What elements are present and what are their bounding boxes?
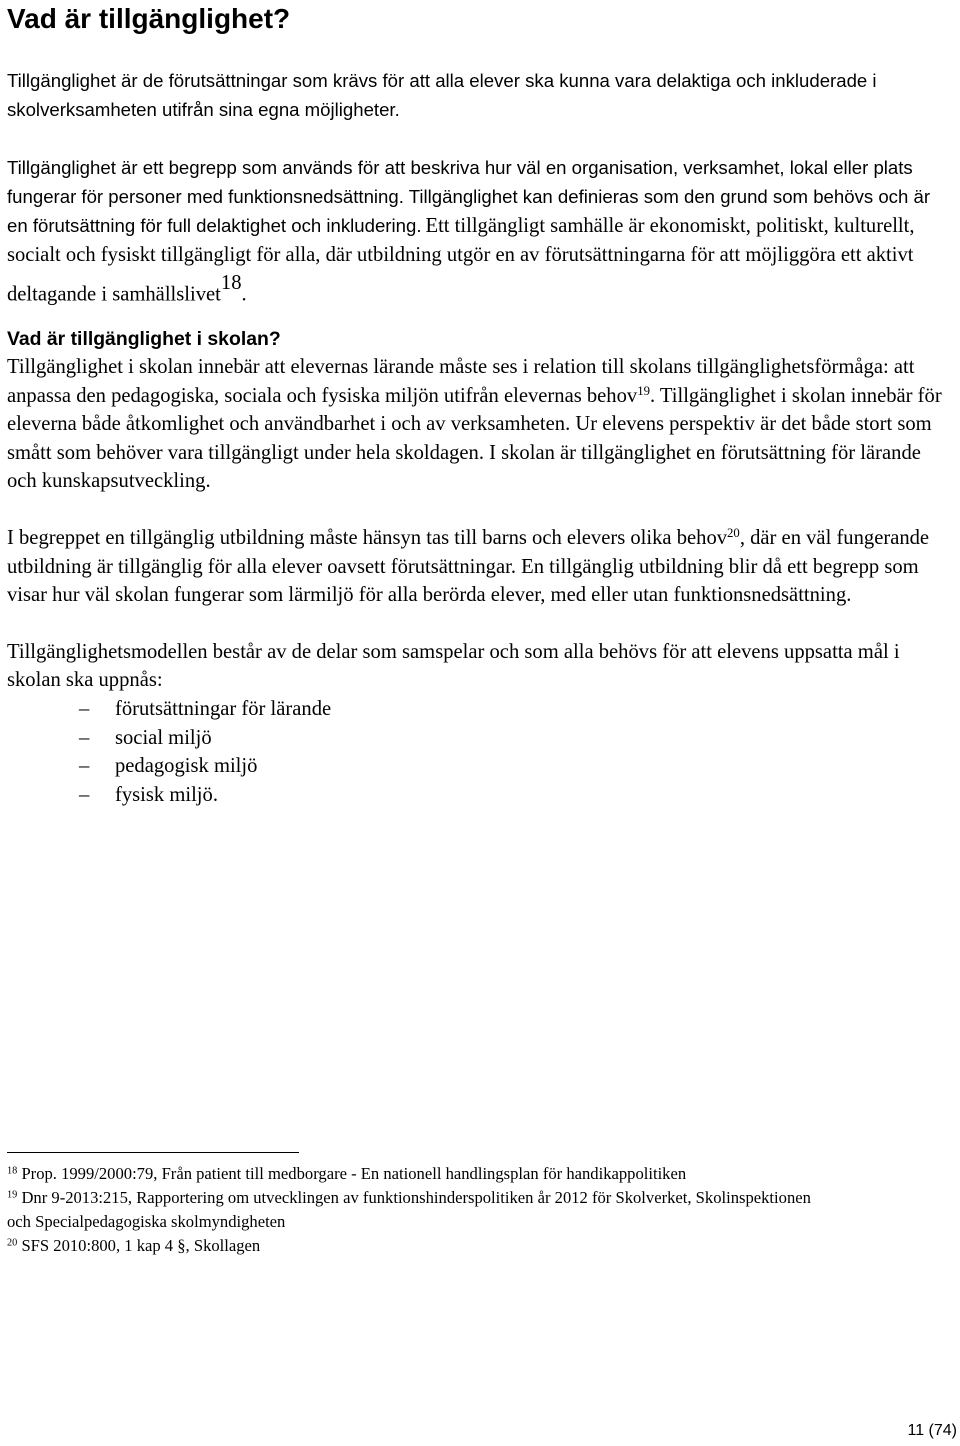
section-heading: Vad är tillgänglighet i skolan? <box>7 328 281 351</box>
definition-paragraph <box>7 153 953 309</box>
education-paragraph-b: , där en väl fungerande utbildning är tillgänglig för alla elever oavsett förutsättningar. En tillgänglig utbildning blir då ett begrepp som visar hur väl skolan fungerar som lärmiljö för alla berörda elever, med eller utan funktionsnedsättning. <box>7 527 930 607</box>
page-number: 11 (74) <box>907 1422 957 1439</box>
list-item-text: fysisk miljö. <box>115 783 218 806</box>
list-item-text: förutsättningar för lärande <box>115 698 332 721</box>
footnote-20 <box>7 1234 837 1258</box>
footnote-divider <box>7 1152 299 1153</box>
dash-bullet: – <box>79 755 90 778</box>
footnote-ref-19[interactable]: 19 <box>637 383 650 398</box>
intro-paragraph: Tillgänglighet är de förutsättningar som krävs för att alla elever ska kunna vara delaktiga och inkluderade i skolverksamheten utifrån sina egna möjligheter. <box>7 70 877 120</box>
footnote-text: Prop. 1999/2000:79, Från patient till medborgare - En nationell handlingsplan för handikappolitiken <box>21 1164 687 1183</box>
definition-serif-text: Ett tillgängligt samhälle är ekonomiskt, politiskt, kulturellt, socialt och fysiskt tillgängligt för alla, där utbildning utgör en av förutsättningarna för att möjliggöra ett aktivt deltagande i samhällslivet <box>7 215 915 306</box>
school-paragraph-b: . Tillgänglighet i skolan innebär för eleverna både åtkomlighet och användbarhet i och av verksamheten. Ur elevens perspektiv är det både stort som smått som behöver vara tillgängligt under hela skoldagen. I skolan är tillgänglighet en förutsättning för lärande och kunskapsutveckling. <box>7 384 942 493</box>
footnote-text: SFS 2010:800, 1 kap 4 §, Skollagen <box>21 1236 261 1255</box>
footnote-ref-20[interactable]: 20 <box>727 526 740 541</box>
footnote-19 <box>7 1186 837 1234</box>
dash-bullet: – <box>79 698 90 721</box>
school-paragraph <box>7 353 953 496</box>
definition-sans-text: Tillgänglighet är ett begrepp som används för att beskriva hur väl en organisation, verksamhet, lokal eller plats fungerar för personer med funktionsnedsättning. Tillgänglighet kan definieras som den grund som behövs och är en förutsättning för full delaktighet och inkludering. <box>7 157 931 236</box>
footnote-ref-18[interactable]: 18 <box>220 272 242 295</box>
footnote-text: Dnr 9-2013:215, Rapportering om utvecklingen av funktionshinderspolitiken år 2012 för Skolverket, Skolinspektionen och Specialpedagogiska skolmyndigheten <box>7 1188 811 1231</box>
footnote-number: 18 <box>7 1165 18 1177</box>
dash-bullet: – <box>79 783 90 806</box>
definition-end: . <box>241 283 247 306</box>
education-paragraph <box>7 524 953 610</box>
list-item <box>7 695 953 724</box>
footnotes <box>7 1162 837 1258</box>
model-parts-list <box>7 695 953 809</box>
dash-bullet: – <box>79 726 90 749</box>
footnote-18 <box>7 1162 837 1186</box>
list-item-text: pedagogisk miljö <box>115 755 258 778</box>
list-item <box>7 724 953 753</box>
footnote-number: 20 <box>7 1237 18 1249</box>
footnote-number: 19 <box>7 1189 18 1201</box>
document-page <box>7 0 953 809</box>
list-item-text: social miljö <box>115 726 212 749</box>
education-paragraph-a: I begreppet en tillgänglig utbildning måste hänsyn tas till barns och elevers olika behov <box>7 527 728 550</box>
list-item <box>7 781 953 810</box>
school-paragraph-a: Tillgänglighet i skolan innebär att elevernas lärande måste ses i relation till skolans tillgänglighetsförmåga: att anpassa den pedagogiska, sociala och fysiska miljön utifrån elevernas behov <box>7 356 915 407</box>
model-paragraph: Tillgänglighetsmodellen består av de delar som samspelar och som alla behövs för att elevens uppsatta mål i skolan ska uppnås: <box>7 640 900 692</box>
page-title: Vad är tillgänglighet? <box>7 3 291 34</box>
list-item <box>7 752 953 781</box>
